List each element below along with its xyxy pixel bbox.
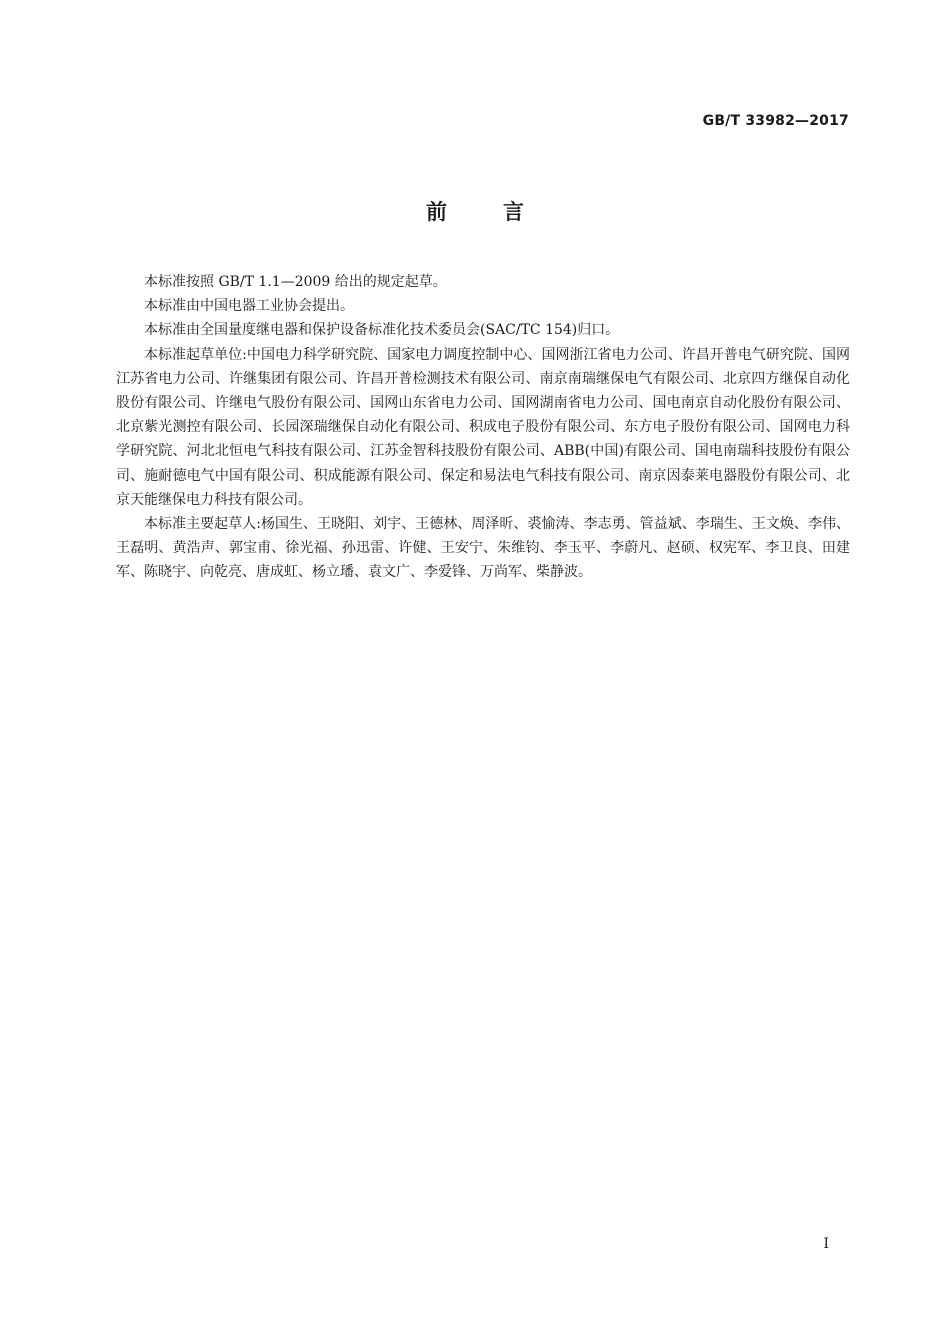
- paragraph-proposer: 本标准由中国电器工业协会提出。: [144, 298, 354, 315]
- paragraph-drafters: 本标准主要起草人:杨国生、王晓阳、刘宇、王德林、周泽昕、裘愉涛、李志勇、管益斌、李瑞生、王文焕、李伟、王磊明、黄浩声、郭宝甫、徐光福、孙迅雷、许健、王安宁、朱维钧、李玉平、李蔚凡、赵硕、权宪军、李卫良、田建军、陈晓宇、向乾亮、唐成虹、杨立璠、袁文广、李爱锋、万尚军、柴静波。: [116, 516, 850, 581]
- document-body: [116, 270, 850, 585]
- paragraph-centralized-management: 本标准由全国量度继电器和保护设备标准化技术委员会(SAC/TC 154)归口。: [144, 322, 620, 339]
- paragraph-drafting-organizations: 本标准起草单位:中国电力科学研究院、国家电力调度控制中心、国网浙江省电力公司、许昌开普电气研究院、国网江苏省电力公司、许继集团有限公司、许昌开普检测技术有限公司、南京南瑞继保电气有限公司、北京四方继保自动化股份有限公司、许继电气股份有限公司、国网山东省电力公司、国网湖南省电力公司、国电南京自动化股份有限公司、北京紫光测控有限公司、长园深瑞继保自动化有限公司、积成电子股份有限公司、东方电子股份有限公司、国网电力科学研究院、河北北恒电气科技有限公司、江苏金智科技股份有限公司、ABB(中国)有限公司、国电南瑞科技股份有限公司、施耐德电气中国有限公司、积成能源有限公司、保定和易法电气科技有限公司、南京因泰莱电器股份有限公司、北京天能继保电力科技有限公司。: [116, 346, 850, 508]
- standard-number: GB/T 33982—2017: [702, 113, 849, 129]
- page-number: I: [823, 1236, 829, 1252]
- page-title: 前言: [426, 200, 580, 224]
- paragraph-drafting-rules: 本标准按照 GB/T 1.1—2009 给出的规定起草。: [144, 274, 447, 290]
